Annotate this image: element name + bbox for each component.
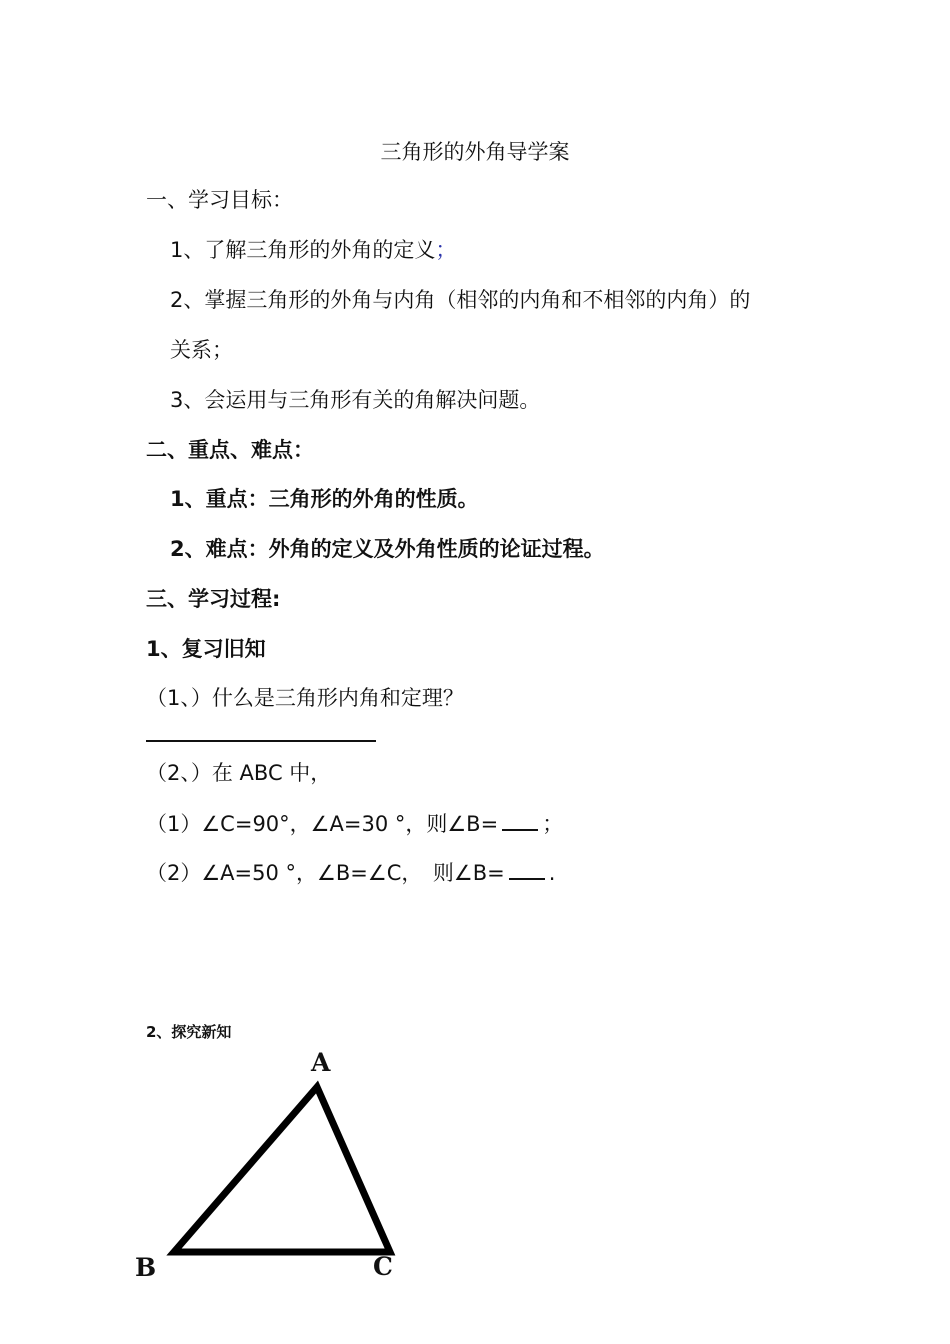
question-2a-text: （1）∠C=90°，∠A=30 °，则∠B= [146, 812, 499, 836]
section-heading-objectives: 一、学习目标： [146, 188, 293, 212]
question-2a-end: ； [542, 812, 564, 836]
page-title: 三角形的外角导学案 [380, 140, 570, 164]
vertex-label-a: A [311, 1048, 331, 1077]
objective-item-3: 3、会运用与三角形有关的角解决问题。 [170, 388, 541, 412]
keypoint-item-1: 1、重点：三角形的外角的性质。 [170, 487, 479, 511]
keypoint-item-2: 2、难点：外角的定义及外角性质的论证过程。 [170, 537, 605, 561]
question-2b-end: . [548, 861, 556, 885]
objective-item-2-line-1: 2、掌握三角形的外角与内角（相邻的内角和不相邻的内角）的 [170, 288, 751, 312]
section-heading-process: 三、学习过程: [146, 587, 281, 611]
objective-item-2-line-2: 关系； [170, 338, 233, 362]
question-2b-text: （2）∠A=50 °，∠B=∠C， 则∠B= [146, 861, 505, 885]
triangle-abc [174, 1087, 390, 1252]
objective-item-1-end: ； [435, 238, 457, 262]
question-1: （1、）什么是三角形内角和定理？ [146, 686, 464, 710]
vertex-label-b: B [135, 1253, 157, 1282]
section-heading-keypoints: 二、重点、难点： [146, 438, 314, 462]
vertex-label-c: C [373, 1252, 393, 1281]
question-2: （2、）在 ABC 中， [146, 761, 332, 785]
objective-item-1-text: 1、了解三角形的外角的定义 [170, 238, 436, 262]
subsection-review: 1、复习旧知 [146, 637, 266, 661]
subsection-explore: 2、探究新知 [146, 1023, 232, 1041]
